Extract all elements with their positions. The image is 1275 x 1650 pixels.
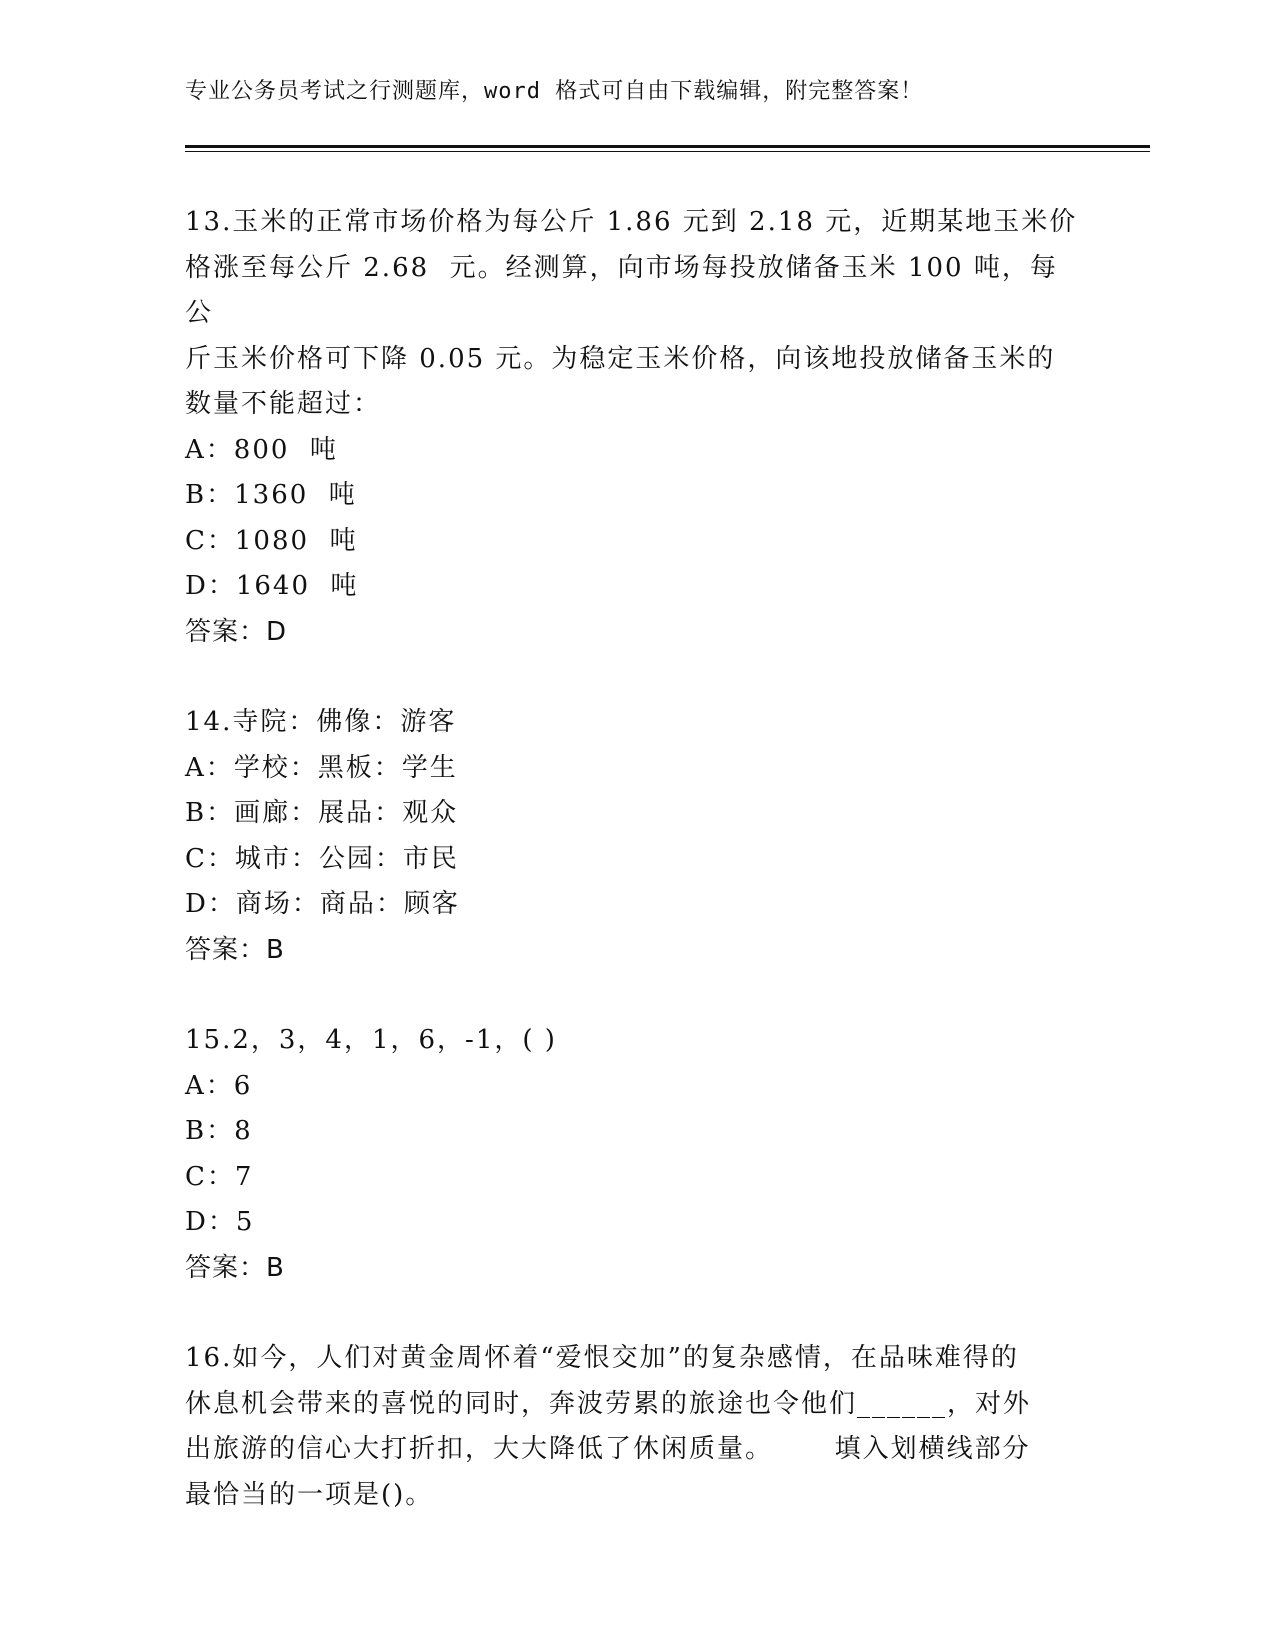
- option-c: C：1080 吨: [185, 525, 358, 556]
- option-d: D：5: [185, 1207, 255, 1237]
- option-d: D：1640 吨: [185, 571, 359, 601]
- question-stem-line: 13.玉米的正常市场价格为每公斤 1.86 元到 2.18 元，近期某地玉米价: [185, 207, 1078, 237]
- option-c: C：城市：公园：市民: [185, 843, 459, 874]
- question-stem-line: 出旅游的信心大打折扣，大大降低了休闲质量。 填入划横线部分: [185, 1434, 1031, 1464]
- question-16: [185, 1336, 1085, 1518]
- question-13: [185, 200, 1085, 655]
- question-stem-line: 14.寺院：佛像：游客: [185, 707, 457, 737]
- question-14: [185, 700, 1085, 973]
- question-stem-line: 格涨至每公斤 2.68 元。经测算，向市场每投放储备玉米 100 吨，每公: [185, 252, 1058, 328]
- option-b: B：1360 吨: [185, 480, 357, 510]
- option-d: D：商场：商品：顾客: [185, 889, 460, 919]
- question-stem-line: 休息机会带来的喜悦的同时，奔波劳累的旅途也令他们______，对外: [185, 1388, 1032, 1419]
- option-a: A：800 吨: [185, 434, 338, 465]
- answer-line: 答案：D: [185, 616, 288, 647]
- option-c: C：7: [185, 1161, 254, 1192]
- option-b: B：8: [185, 1116, 253, 1146]
- question-stem-line: 斤玉米价格可下降 0.05 元。为稳定玉米价格，向该地投放储备玉米的: [185, 343, 1056, 374]
- question-list: [185, 200, 1085, 1563]
- page-header: 专业公务员考试之行测题库，word 格式可自由下载编辑，附完整答案！: [185, 79, 924, 104]
- question-stem-line: 16.如今，人们对黄金周怀着“爱恨交加”的复杂感情，在品味难得的: [185, 1343, 1019, 1373]
- answer-line: 答案：B: [185, 1252, 285, 1283]
- option-a: A：学校：黑板：学生: [185, 752, 458, 783]
- option-b: B：画廊：展品：观众: [185, 798, 459, 828]
- answer-line: 答案：B: [185, 934, 285, 965]
- header-divider-thin: [185, 151, 1150, 152]
- question-stem-line: 15.2，3，4，1，6，-1，( ): [185, 1025, 557, 1055]
- question-stem-line: 最恰当的一项是()。: [185, 1479, 434, 1510]
- header-divider-thick: [185, 145, 1150, 148]
- option-a: A：6: [185, 1070, 253, 1101]
- question-15: [185, 1018, 1085, 1291]
- question-stem-line: 数量不能超过：: [185, 389, 382, 419]
